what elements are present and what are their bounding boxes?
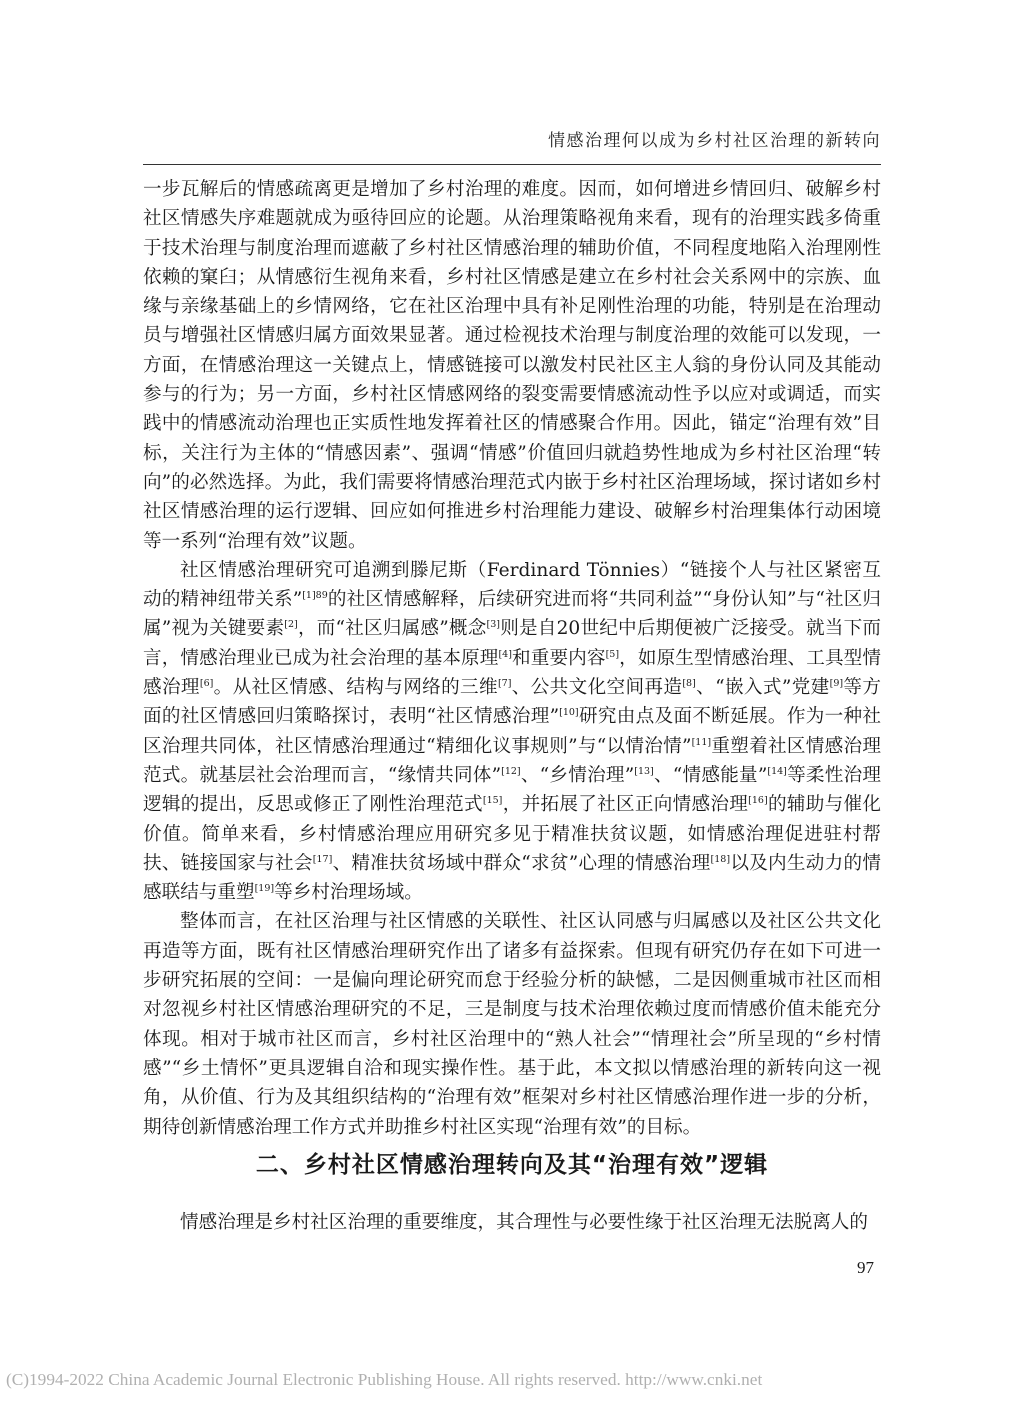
copyright-watermark: (C)1994-2022 China Academic Journal Electronic Publishing House. All rights reserved. http://www.cnki.net <box>6 1370 763 1389</box>
text-run: 一步瓦解后的情感疏离更是增加了乡村治理的难度。因而，如何增进乡情回归、破解乡村社区情感失序难题就成为亟待回应的论题。从治理策略视角来看，现有的治理实践多倚重于技术治理与制度治理而遮蔽了乡村社区情感治理的辅助价值，不同程度地陷入治理刚性依赖的窠臼；从情感衍生视角来看，乡村社区情感是建立在乡村社会关系网中的宗族、血缘与亲缘基础上的乡情网络，它在社区治理中具有补足刚性治理的功能，特别是在治理动员与增强社区情感归属方面效果显著。通过检视技术治理与制度治理的效能可以发现，一方面，在情感治理这一关键点上，情感链接可以激发村民社区主人翁的身份认同及其能动参与的行为；另一方面，乡村社区情感网络的裂变需要情感流动性予以应对或调适，而实践中的情感流动治理也正实质性地发挥着社区的情感聚合作用。因此，锚定“治理有效”目标，关注行为主体的“情感因素”、强调“情感”价值回归就趋势性地成为乡村社区治理“转向”的必然选择。为此，我们需要将情感治理范式内嵌于乡村社区治理场域，探讨诸如乡村社区情感治理的运行逻辑、回应如何推进乡村治理能力建设、破解乡村治理集体行动困境等一系列“治理有效”议题。 <box>143 179 881 552</box>
paragraph-2 <box>143 556 881 908</box>
citation-ref: [17] <box>312 853 333 865</box>
text-run: 的辅助与催化价值。简单来看，乡村情感治理应用研究多见于精准扶贫议题，如情感治理促进驻村帮扶、链接国家与社会 <box>143 794 881 874</box>
paragraph-3 <box>143 907 881 1141</box>
text-run: 以及内生动力的情感联结与重塑 <box>143 852 881 904</box>
paragraph-1 <box>143 175 881 556</box>
citation-ref: [13] <box>634 765 654 777</box>
text-run: 则是自20世纪中后期便被广泛接受。就当下而言，情感治理业已成为社会治理的基本原理 <box>143 618 881 669</box>
citation-ref: [10] <box>559 707 579 719</box>
text-run: 、公共文化空间再造 <box>511 677 683 699</box>
text-run: 、“嵌入式”党建 <box>695 677 830 699</box>
citation-ref: [18] <box>710 853 731 865</box>
text-run: 整体而言，在社区治理与社区情感的关联性、社区认同感与归属感以及社区公共文化再造等方面，既有社区情感治理研究作出了诸多有益探索。但现有研究仍存在如下可进一步研究拓展的空间：一是偏向理论研究而怠于经验分析的缺憾，二是因侧重城市社区而相对忽视乡村社区情感治理研究的不足，三是制度与技术治理依赖过度而情感价值未能充分体现。相对于城市社区而言，乡村社区治理中的“熟人社会”“情理社会”所呈现的“乡村情感”“乡土情怀”更具逻辑自洽和现实操作性。基于此，本文拟以情感治理的新转向这一视角，从价值、行为及其组织结构的“治理有效”框架对乡村社区情感治理作进一步的分析，期待创新情感治理工作方式并助推乡村社区实现“治理有效”的目标。 <box>143 911 881 1138</box>
citation-ref: [12] <box>501 765 521 777</box>
running-header: 情感治理何以成为乡村社区治理的新转向 <box>548 131 881 151</box>
header-rule <box>143 164 881 165</box>
page-number: 97 <box>857 1258 874 1277</box>
text-run: 的社区情感解释，后续研究进而将“共同利益”“身份认知”与“社区归属”视为关键要素 <box>143 589 882 640</box>
text-run: 等方面的社区情感回归策略探讨，表明“社区情感治理” <box>143 677 881 728</box>
text-run: 、“情感能量” <box>653 764 768 786</box>
citation-ref: [3] <box>486 619 500 631</box>
citation-ref: [2] <box>284 619 298 631</box>
text-run: 等柔性治理逻辑的提出，反思或修正了刚性治理范式 <box>143 764 882 816</box>
citation-ref: [5] <box>605 648 620 660</box>
citation-ref: [19] <box>254 882 275 894</box>
text-run: 研究由点及面不断延展。作为一种社区治理共同体，社区情感治理通过“精细化议事规则”与“以情治情” <box>143 706 881 757</box>
text-run: ，而“社区归属感”概念 <box>297 618 487 640</box>
text-run: 重塑着社区情感治理范式。就基层社会治理而言，“缘情共同体” <box>143 735 881 786</box>
text-run: ，如原生型情感治理、工具型情感治理 <box>143 647 881 699</box>
text-run: ，并拓展了社区正向情感治理 <box>502 794 749 816</box>
citation-ref: [8] <box>682 677 696 689</box>
citation-ref: [14] <box>767 765 787 777</box>
text-run: 社区情感治理研究可追溯到滕尼斯（Ferdinard Tönnies）“链接个人与社区紧密互动的精神纽带关系” <box>143 559 881 611</box>
citation-ref: [6] <box>199 677 214 689</box>
text-run: 、精准扶贫场域中群众“求贫”心理的情感治理 <box>332 852 711 874</box>
citation-ref: [9] <box>829 677 844 689</box>
citation-ref: [4] <box>498 648 512 660</box>
text-run: 、“乡情治理” <box>520 764 635 786</box>
section-heading: 二、乡村社区情感治理转向及其“治理有效”逻辑 <box>255 1152 769 1178</box>
citation-ref: [15] <box>482 795 503 807</box>
citation-ref: [1]89 <box>302 589 328 601</box>
citation-ref: [7] <box>497 677 512 689</box>
paragraph-last: 情感治理是乡村社区治理的重要维度，其合理性与必要性缘于社区治理无法脱离人的 <box>180 1212 868 1233</box>
citation-ref: [16] <box>748 795 768 807</box>
text-run: 等乡村治理场域。 <box>274 882 423 904</box>
text-run: 和重要内容 <box>511 647 606 669</box>
citation-ref: [11] <box>691 736 712 748</box>
body-text <box>143 175 881 1142</box>
text-run: 。从社区情感、结构与网络的三维 <box>213 677 498 699</box>
